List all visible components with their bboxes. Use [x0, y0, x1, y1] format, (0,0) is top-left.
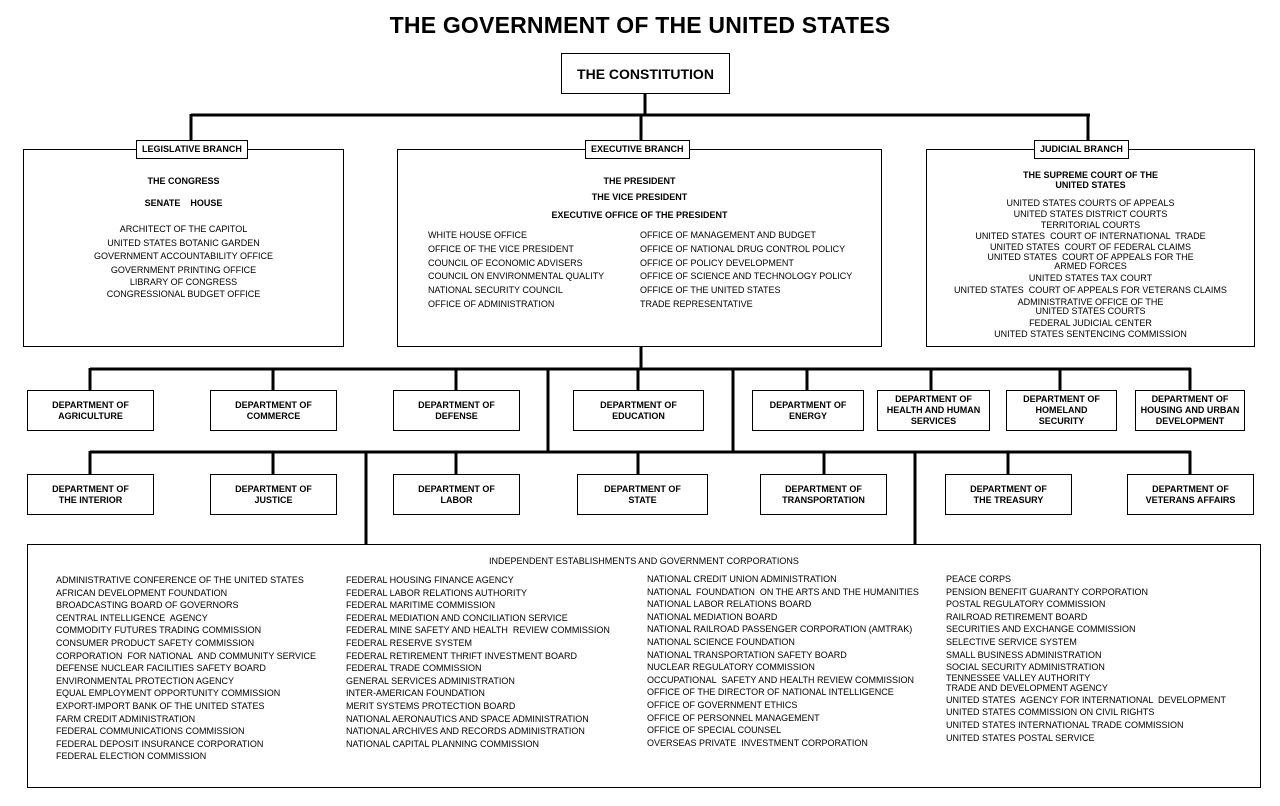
list-item: ADMINISTRATIVE CONFERENCE OF THE UNITED STATES — [56, 575, 304, 585]
list-item: ADMINISTRATIVE OFFICE OF THE — [1017, 296, 1164, 307]
list-item: FEDERAL TRADE COMMISSION — [346, 663, 482, 674]
list-item: UNITED STATES INTERNATIONAL TRADE COMMISSION — [946, 719, 1184, 730]
list-item: FARM CREDIT ADMINISTRATION — [56, 713, 196, 724]
list-item: UNITED STATES AGENCY FOR INTERNATIONAL DEVELOPMENT — [946, 694, 1227, 705]
vice-president-label: THE VICE PRESIDENT — [591, 192, 688, 202]
dept-transportation — [760, 474, 887, 515]
list-item: FEDERAL MARITIME COMMISSION — [346, 600, 496, 611]
list-item: CORPORATION FOR NATIONAL AND COMMUNITY SERVICE — [56, 650, 317, 661]
list-item: OFFICE OF THE UNITED STATES — [640, 285, 781, 296]
list-item: TRADE REPRESENTATIVE — [640, 298, 753, 309]
list-item: GOVERNMENT ACCOUNTABILITY OFFICE — [93, 251, 274, 261]
list-item: FEDERAL COMMUNICATIONS COMMISSION — [56, 726, 245, 737]
judicial-branch-box — [926, 149, 1255, 347]
list-item: OFFICE OF SPECIAL COUNSEL — [647, 725, 782, 736]
list-item: UNITED STATES COURTS OF APPEALS — [1006, 198, 1175, 208]
supreme-court-heading — [927, 170, 1254, 190]
dept-name-line: DEPARTMENT OF — [604, 483, 681, 494]
dept-name-line: AGRICULTURE — [58, 410, 123, 421]
dept-name-line: DEPARTMENT OF — [418, 399, 495, 410]
list-item: OFFICE OF MANAGEMENT AND BUDGET — [640, 230, 816, 240]
dept-name-line: TRANSPORTATION — [782, 494, 865, 505]
independent-col-3 — [647, 573, 919, 749]
dept-housing-urban-development — [1135, 390, 1245, 431]
dept-name-line: DEVELOPMENT — [1155, 416, 1225, 426]
list-item: SELECTIVE SERVICE SYSTEM — [946, 636, 1077, 647]
list-item: OFFICE OF GOVERNMENT ETHICS — [647, 699, 798, 710]
constitution-box: THE CONSTITUTION — [561, 53, 730, 94]
list-item: FEDERAL ELECTION COMMISSION — [56, 751, 207, 762]
dept-name-line: DEPARTMENT OF — [1151, 394, 1229, 404]
dept-health-human-services — [877, 390, 990, 431]
list-item: NATIONAL FOUNDATION ON THE ARTS AND THE HUMANITIES — [647, 586, 919, 597]
dept-agriculture — [27, 390, 154, 431]
legislative-items — [24, 223, 343, 301]
president-label: THE PRESIDENT — [603, 176, 676, 186]
list-item: EXPORT-IMPORT BANK OF THE UNITED STATES — [56, 700, 265, 711]
dept-name-line: EDUCATION — [612, 410, 665, 421]
list-item: NUCLEAR REGULATORY COMMISSION — [647, 662, 815, 673]
list-item: DEFENSE NUCLEAR FACILITIES SAFETY BOARD — [56, 663, 266, 674]
list-item: OFFICE OF ADMINISTRATION — [428, 298, 555, 309]
list-item: NATIONAL AERONAUTICS AND SPACE ADMINISTRATION — [346, 713, 589, 724]
list-item: SMALL BUSINESS ADMINISTRATION — [946, 649, 1102, 660]
dept-name-line: HEALTH AND HUMAN — [886, 405, 981, 415]
dept-name-line: HOUSING AND URBAN — [1140, 405, 1240, 415]
dept-veterans-affairs — [1127, 474, 1254, 515]
list-item: UNITED STATES POSTAL SERVICE — [946, 732, 1095, 743]
list-item: TERRITORIAL COURTS — [1040, 220, 1141, 231]
list-item: NATIONAL CAPITAL PLANNING COMMISSION — [346, 738, 540, 749]
dept-name-line: VETERANS AFFAIRS — [1145, 494, 1236, 505]
list-item: UNITED STATES COURT OF FEDERAL CLAIMS — [989, 242, 1192, 253]
list-item: NATIONAL CREDIT UNION ADMINISTRATION — [647, 574, 837, 584]
list-item: MERIT SYSTEMS PROTECTION BOARD — [346, 700, 516, 711]
list-item: PEACE CORPS — [946, 574, 1012, 584]
chart-title: THE GOVERNMENT OF THE UNITED STATES — [389, 12, 891, 38]
legislative-branch-label: LEGISLATIVE BRANCH — [136, 140, 248, 159]
dept-defense — [393, 390, 520, 431]
list-item: ARMED FORCES — [1054, 261, 1127, 272]
executive-branch-label: EXECUTIVE BRANCH — [585, 140, 690, 159]
list-item: UNITED STATES COURT OF APPEALS FOR VETERANS CLAIMS — [954, 284, 1227, 295]
list-item: UNITED STATES TAX COURT — [1028, 273, 1153, 284]
eop-label: EXECUTIVE OFFICE OF THE PRESIDENT — [551, 210, 728, 220]
dept-name-line: DEPARTMENT OF — [600, 399, 677, 410]
list-item: OCCUPATIONAL SAFETY AND HEALTH REVIEW COMMISSION — [647, 674, 915, 685]
dept-name-line: THE INTERIOR — [58, 494, 123, 505]
list-item: BROADCASTING BOARD OF GOVERNORS — [56, 600, 239, 611]
independent-agencies-box — [27, 544, 1261, 788]
list-item: COUNCIL OF ECONOMIC ADVISERS — [428, 257, 583, 268]
list-item: NATIONAL SCIENCE FOUNDATION — [647, 636, 795, 647]
list-item: UNITED STATES DISTRICT COURTS — [1013, 209, 1168, 220]
dept-homeland-security — [1006, 390, 1117, 431]
dept-name-line: SECURITY — [1038, 416, 1085, 426]
list-item: OFFICE OF THE DIRECTOR OF NATIONAL INTELLIGENCE — [647, 687, 894, 698]
list-item: UNITED STATES BOTANIC GARDEN — [107, 237, 260, 248]
eop-left-list — [428, 229, 604, 312]
list-item: NATIONAL MEDIATION BOARD — [647, 611, 778, 622]
list-item: FEDERAL LABOR RELATIONS AUTHORITY — [346, 587, 528, 598]
list-item: UNITED STATES COURT OF INTERNATIONAL TRADE — [975, 231, 1206, 242]
dept-name-line: DEPARTMENT OF — [418, 483, 495, 494]
dept-name-line: DEFENSE — [435, 410, 478, 421]
list-item: OFFICE OF PERSONNEL MANAGEMENT — [647, 712, 820, 723]
list-item: FEDERAL HOUSING FINANCE AGENCY — [346, 575, 514, 585]
congress-chambers: SENATE HOUSE — [144, 198, 223, 208]
eop-right-list — [640, 229, 852, 312]
independent-col-4 — [946, 573, 1226, 744]
dept-name-line: LABOR — [440, 494, 473, 505]
dept-name-line: STATE — [628, 494, 657, 505]
dept-name-line: DEPARTMENT OF — [970, 483, 1047, 494]
dept-name-line: DEPARTMENT OF — [895, 394, 972, 404]
dept-treasury — [945, 474, 1072, 515]
list-item: POSTAL REGULATORY COMMISSION — [946, 599, 1106, 610]
list-item: OFFICE OF THE VICE PRESIDENT — [428, 243, 574, 254]
list-item: EQUAL EMPLOYMENT OPPORTUNITY COMMISSION — [56, 688, 281, 699]
judicial-items — [927, 198, 1254, 340]
dept-name-line: SERVICES — [910, 416, 957, 426]
dept-education — [573, 390, 704, 431]
list-item: COUNCIL ON ENVIRONMENTAL QUALITY — [428, 271, 605, 282]
list-item: NATIONAL RAILROAD PASSENGER CORPORATION (AMTRAK) — [647, 624, 913, 635]
dept-name-line: DEPARTMENT OF — [785, 483, 862, 494]
list-item: GENERAL SERVICES ADMINISTRATION — [346, 675, 515, 686]
list-item: SECURITIES AND EXCHANGE COMMISSION — [946, 624, 1136, 635]
dept-state — [577, 474, 708, 515]
list-item: ARCHITECT OF THE CAPITOL — [119, 224, 248, 234]
list-item: RAILROAD RETIREMENT BOARD — [946, 611, 1088, 622]
list-item: PENSION BENEFIT GUARANTY CORPORATION — [946, 586, 1149, 597]
congress-heading: THE CONGRESS — [147, 176, 220, 186]
list-item: NATIONAL LABOR RELATIONS BOARD — [647, 599, 812, 610]
independent-col-2 — [346, 574, 610, 750]
dept-commerce — [210, 390, 337, 431]
list-item: TRADE AND DEVELOPMENT AGENCY — [946, 682, 1108, 693]
list-item: GOVERNMENT PRINTING OFFICE — [110, 264, 257, 275]
list-item: INTER-AMERICAN FOUNDATION — [346, 688, 485, 699]
dept-name-line: DEPARTMENT OF — [235, 483, 312, 494]
dept-name-line: DEPARTMENT OF — [1152, 483, 1229, 494]
list-item: UNITED STATES SENTENCING COMMISSION — [994, 328, 1187, 339]
list-item: LIBRARY OF CONGRESS — [129, 277, 238, 287]
independent-col-1 — [56, 574, 316, 763]
dept-name-line: COMMERCE — [246, 410, 301, 421]
dept-name-line: DEPARTMENT OF — [1023, 394, 1100, 404]
list-item: NATIONAL SECURITY COUNCIL — [428, 285, 563, 296]
list-item: FEDERAL RESERVE SYSTEM — [346, 637, 473, 648]
dept-energy — [752, 390, 864, 431]
dept-name-line: ENERGY — [788, 410, 827, 421]
list-item: FEDERAL DEPOSIT INSURANCE CORPORATION — [56, 738, 264, 749]
dept-labor — [393, 474, 520, 515]
list-item: COMMODITY FUTURES TRADING COMMISSION — [56, 625, 262, 636]
independent-agencies-heading: INDEPENDENT ESTABLISHMENTS AND GOVERNMENT CORPORATIONS — [489, 556, 799, 566]
list-item: FEDERAL MEDIATION AND CONCILIATION SERVICE — [346, 612, 568, 623]
dept-justice — [210, 474, 337, 515]
dept-name-line: HOMELAND — [1035, 405, 1088, 415]
executive-branch-box — [397, 149, 882, 347]
list-item: FEDERAL RETIREMENT THRIFT INVESTMENT BOARD — [346, 650, 578, 661]
list-item: UNITED STATES COMMISSION ON CIVIL RIGHTS — [946, 707, 1155, 718]
dept-name-line: DEPARTMENT OF — [52, 399, 129, 410]
legislative-branch-box — [23, 149, 344, 347]
dept-name-line: DEPARTMENT OF — [235, 399, 312, 410]
dept-name-line: JUSTICE — [254, 494, 293, 505]
list-item: OFFICE OF NATIONAL DRUG CONTROL POLICY — [640, 243, 846, 254]
list-item: CONSUMER PRODUCT SAFETY COMMISSION — [56, 637, 255, 648]
list-item: SOCIAL SECURITY ADMINISTRATION — [946, 662, 1105, 673]
list-item: OFFICE OF POLICY DEVELOPMENT — [640, 257, 794, 268]
list-item: CENTRAL INTELLIGENCE AGENCY — [56, 612, 208, 623]
list-item: WHITE HOUSE OFFICE — [428, 230, 527, 240]
judicial-branch-label: JUDICIAL BRANCH — [1034, 140, 1129, 159]
list-item: OVERSEAS PRIVATE INVESTMENT CORPORATION — [647, 737, 868, 748]
dept-name-line: DEPARTMENT OF — [52, 483, 129, 494]
list-item: NATIONAL TRANSPORTATION SAFETY BOARD — [647, 649, 847, 660]
list-item: UNITED STATES COURT OF APPEALS FOR THE — [987, 252, 1194, 263]
dept-name-line: THE TREASURY — [973, 494, 1044, 505]
list-item: AFRICAN DEVELOPMENT FOUNDATION — [56, 587, 228, 598]
supreme-court-heading-line: THE SUPREME COURT OF THE — [1022, 170, 1158, 180]
list-item: ENVIRONMENTAL PROTECTION AGENCY — [56, 675, 235, 686]
supreme-court-heading-line: UNITED STATES — [1055, 180, 1126, 190]
list-item: FEDERAL MINE SAFETY AND HEALTH REVIEW COMMISSION — [346, 625, 610, 636]
list-item: FEDERAL JUDICIAL CENTER — [1029, 317, 1152, 328]
dept-name-line: DEPARTMENT OF — [769, 399, 847, 410]
list-item: CONGRESSIONAL BUDGET OFFICE — [106, 288, 261, 299]
list-item: TENNESSEE VALLEY AUTHORITY — [946, 672, 1091, 683]
list-item: OFFICE OF SCIENCE AND TECHNOLOGY POLICY — [640, 271, 853, 282]
dept-interior — [27, 474, 154, 515]
list-item: NATIONAL ARCHIVES AND RECORDS ADMINISTRATION — [346, 726, 585, 737]
list-item: UNITED STATES COURTS — [1035, 305, 1146, 316]
